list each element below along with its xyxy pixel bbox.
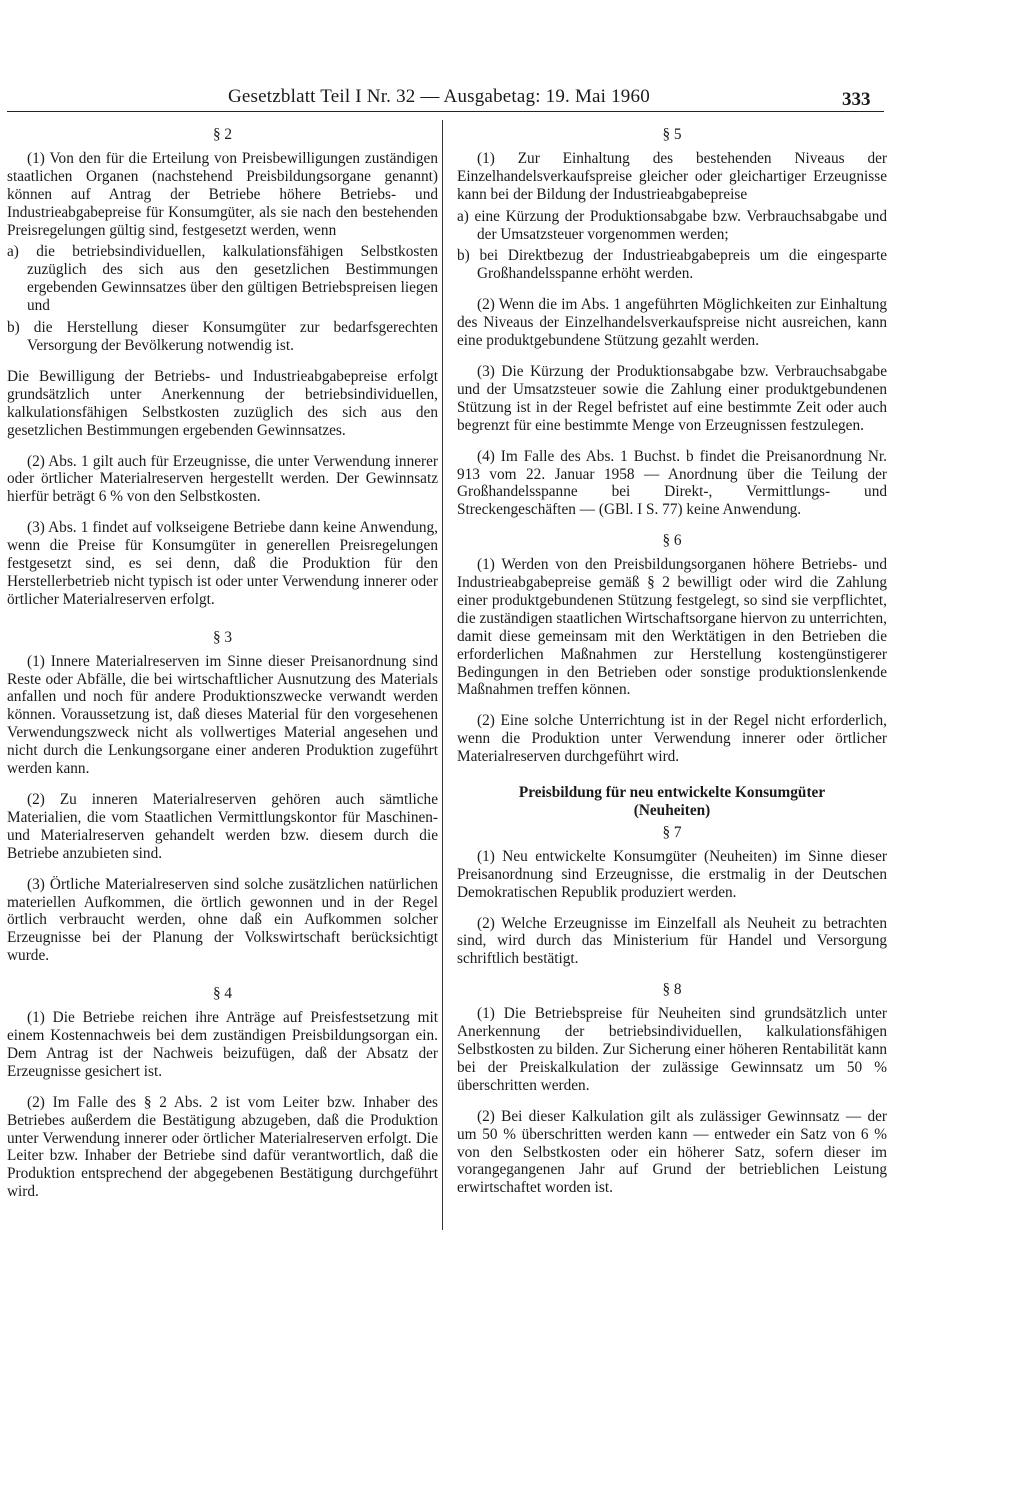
section-heading-4: § 4 [212,985,233,1003]
paragraph-8-2: (2) Bei dieser Kalkulation gilt als zulässiger Gewinnsatz — der um 50 % überschritten werden kann — entweder ein Satz von 6 % von den Selbstkosten oder ein höherer Satz, sofern dieser im vorangegangenen Jahr auf Grund der betrieblichen Leistung erwirtschaftet worden ist. [457,1107,887,1197]
paragraph-7-1: (1) Neu entwickelte Konsumgüter (Neuheiten) im Sinne dieser Preisanordnung sind Erzeugnisse, die erstmalig in der Deutschen Demokratischen Republik produziert werden. [457,847,887,901]
right-column [457,126,887,1210]
paragraph-5-1: (1) Zur Einhaltung des bestehenden Niveaus der Einzelhandelsverkaufspreise gleicher oder gleichartiger Erzeugnisse kann bei der Bildung der Industrieabgabepreise [457,149,887,203]
column-divider [442,120,443,1230]
list-item-2-a: a) die betriebsindividuellen, kalkulationsfähigen Selbstkosten zuzüglich des sich aus den gesetzlichen Bestimmungen ergebenden Gewinnsatzes über den gültigen Betriebspreisen liegen und [7,243,438,315]
paragraph-2-1: (1) Von den für die Erteilung von Preisbewilligungen zuständigen staatlichen Organen (nachstehend Preisbildungsorgane genannt) können auf Antrag der Betriebe höhere Betriebs- und Industrieabgabepreise für Konsumgüter, als sie nach den bestehenden Preisregelungen gültig sind, festgesetzt werden, wenn [7,149,438,239]
left-column [7,126,438,1214]
paragraph-3-3: (3) Örtliche Materialreserven sind solche zusätzlichen natürlichen materiellen Aufkommen, die örtlich gewonnen und in der Regel örtlich verbraucht werden, ohne daß ein Aufkommen solcher Erzeugnisse bei der Planung der Volkswirtschaft berücksichtigt wurde. [7,875,438,965]
paragraph-2-2: (2) Abs. 1 gilt auch für Erzeugnisse, die unter Verwendung innerer oder örtlicher Materialreserven hergestellt werden. Der Gewinnsatz hierfür beträgt 6 % von den Selbstkosten. [7,452,438,506]
list-item-2-b: b) die Herstellung dieser Konsumgüter zur bedarfsgerechten Versorgung der Bevölkerung notwendig ist. [7,319,438,354]
page-header [0,0,1024,110]
section-heading-2: § 2 [212,126,233,143]
paragraph-5-3: (3) Die Kürzung der Produktionsabgabe bzw. Verbrauchsabgabe und der Umsatzsteuer sowie die Zahlung einer produktgebundenen Stützung ist in der Regel befristet auf eine bestimmte Zeit oder auch begrenzt für eine bestimmte Menge von Erzeugnissen festzulegen. [457,362,887,434]
paragraph-3-2: (2) Zu inneren Materialreserven gehören auch sämtliche Materialien, die vom Staatlichen Vermittlungskontor für Maschinen- und Materialreserven gehandelt werden bzw. diesem durch die Betriebe anzubieten sind. [7,791,438,862]
paragraph-5-4: (4) Im Falle des Abs. 1 Buchst. b findet die Preisanordnung Nr. 913 vom 22. Januar 1958 — Anordnung über die Teilung der Großhandelsspanne bei Direkt-, Vermittlungs- und Streckengeschäften — (GBl. I S. 77) keine Anwendung. [457,447,887,519]
paragraph-2-1-cont: Die Bewilligung der Betriebs- und Industrieabgabepreise erfolgt grundsätzlich unter Anerkennung der betriebsindividuellen, kalkulationsfähigen Selbstkosten zuzüglich des sich aus den gesetzlichen Bestimmungen ergebenden Gewinnsatzes. [7,367,438,439]
list-item-5-a: a) eine Kürzung der Produktionsabgabe bzw. Verbrauchsabgabe und der Umsatzsteuer vorgenommen werden; [457,207,887,243]
paragraph-2-3: (3) Abs. 1 findet auf volkseigene Betriebe dann keine Anwendung, wenn die Preise für Konsumgüter in generellen Preisregelungen festgesetzt sind, es sei denn, daß die Produktion für den Herstellerbetrieb nicht typisch ist oder unter Verwendung innerer oder örtlicher Materialreserven erfolgt. [7,519,438,608]
header-rule [7,111,884,112]
section-heading-6: § 6 [662,532,682,550]
paragraph-6-2: (2) Eine solche Unterrichtung ist in der Regel nicht erforderlich, wenn die Produktion unter Verwendung innerer oder örtlicher Materialreserven durchgeführt wird. [457,712,887,766]
list-item-5-b: b) bei Direktbezug der Industrieabgabepreis um die eingesparte Großhandelsspanne erhöht werden. [457,247,887,283]
paragraph-6-1: (1) Werden von den Preisbildungsorganen höhere Betriebs- und Industrieabgabepreise gemäß § 2 bewilligt oder wird die Zahlung einer produktgebundenen Stützung festgelegt, so sind sie verpflichtet, die zuständigen staatlichen Wirtschaftsorgane hiervon zu unterrichten, damit diese gemeinsam mit den Werktätigen in den Betrieben die erforderlichen Maßnahmen zur Herstellung kostengünstigerer Bedingungen in den Betrieben oder sonstige produktionslenkende Maßnahmen treffen können. [457,556,887,699]
chapter-title-line2: (Neuheiten) [633,802,711,819]
paragraph-4-1: (1) Die Betriebe reichen ihre Anträge auf Preisfestsetzung mit einem Kostennachweis bei dem zuständigen Preisbildungsorgan ein. Dem Antrag ist der Nachweis beizufügen, daß der Absatz der Erzeugnisse gesichert ist. [7,1009,438,1080]
chapter-title-line1: Preisbildung für neu entwickelte Konsumgüter [518,784,826,802]
paragraph-5-2: (2) Wenn die im Abs. 1 angeführten Möglichkeiten zur Einhaltung des Niveaus der Einzelhandelsverkaufspreise nicht ausreichen, kann eine produktgebundene Stützung gezahlt werden. [457,296,887,350]
paragraph-4-2: (2) Im Falle des § 2 Abs. 2 ist vom Leiter bzw. Inhaber des Betriebes außerdem die Bestätigung abzugeben, daß die Produktion unter Verwendung innerer oder örtlicher Materialreserven erfolgt. Die Leiter bzw. Inhaber der Betriebe sind dafür verantwortlich, daß die Produktion entsprechend der abgegebenen Bestätigung durchgeführt wird. [7,1093,438,1201]
paragraph-7-2: (2) Welche Erzeugnisse im Einzelfall als Neuheit zu betrachten sind, wird durch das Ministerium für Handel und Versorgung schriftlich bestätigt. [457,914,887,968]
section-heading-8: § 8 [662,981,682,999]
paragraph-8-1: (1) Die Betriebspreise für Neuheiten sind grundsätzlich unter Anerkennung der betriebsindividuellen, kalkulationsfähigen Selbstkosten zu bilden. Zur Sicherung einer höheren Rentabilität kann bei der Preiskalkulation der zulässige Gewinnsatz um 50 % überschritten werden. [457,1005,887,1094]
section-heading-7: § 7 [662,823,682,841]
page-number: 333 [842,89,871,110]
paragraph-3-1: (1) Innere Materialreserven im Sinne dieser Preisanordnung sind Reste oder Abfälle, die bei wirtschaftlicher Ausnutzung des Materials anfallen und noch für andere Produktionszwecke verwandt werden können. Voraussetzung ist, daß dieses Material für den vorgesehenen Verwendungszweck nicht als vollwertiges Material angesehen und nicht durch die Lenkungsorgane einer anderen Produktion zugeführt werden kann. [7,652,438,778]
gazette-title: Gesetzblatt Teil I Nr. 32 — Ausgabetag: 19. Mai 1960 [228,86,650,107]
section-heading-3: § 3 [212,628,233,646]
section-heading-5: § 5 [662,126,682,143]
chapter-title [457,784,887,820]
